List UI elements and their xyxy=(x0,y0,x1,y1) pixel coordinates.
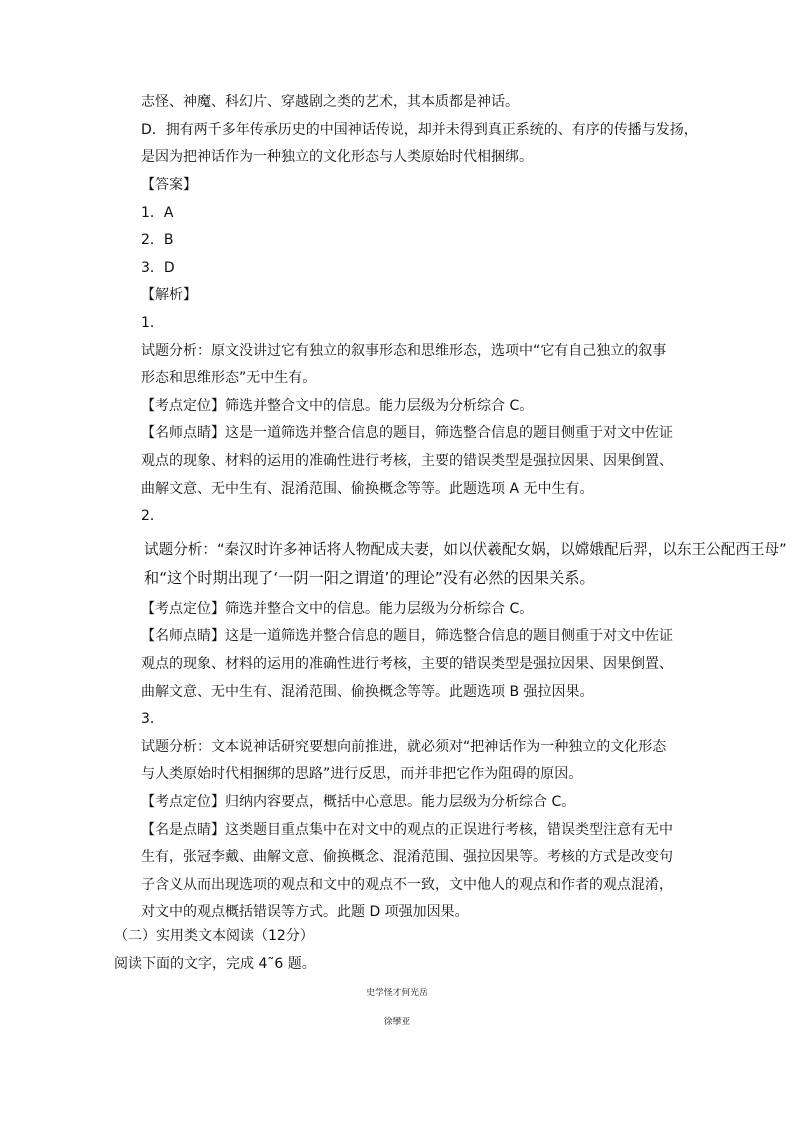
article-author: 徐孿亚 xyxy=(383,1017,411,1027)
analysis-text: 形态和思维形态”无中生有。 xyxy=(141,370,317,386)
key-point: 【考点定位】筛选并整合文中的信息。能力层级为分析综合 C。 xyxy=(141,601,534,617)
question-number: 3． xyxy=(141,711,164,727)
question-number: 1． xyxy=(141,315,164,331)
analysis-text: 试题分析：文本说神话研究要想向前推进，就必须对“把神话作为一种独立的文化形态 xyxy=(141,739,667,755)
answer-item: 2．B xyxy=(141,232,174,248)
option-d-line: D．拥有两千多年传承历史的中国神话传说，却并未得到真正系统的、有序的传播与发扬， xyxy=(141,122,698,138)
analysis-heading: 【解析】 xyxy=(141,287,197,303)
teacher-note: 【名师点睛】这是一道筛选并整合信息的题目，筛选整合信息的题目侧重于对文中佐证 xyxy=(141,425,673,441)
teacher-note: 对文中的观点概括错误等方式。此题 D 项强加因果。 xyxy=(141,904,469,920)
question-number: 2． xyxy=(141,508,164,524)
instruction-line: 阅读下面的文字，完成 4˜6 题。 xyxy=(114,956,316,972)
teacher-note: 【名是点睛】这类题目重点集中在对文中的观点的正误进行考核，错误类型注意有无中 xyxy=(141,822,673,838)
teacher-note: 观点的现象、材料的运用的准确性进行考核，主要的错误类型是强拉因果、因果倒置、 xyxy=(141,656,673,672)
analysis-text: 试题分析：原文没讲过它有独立的叙事形态和思维形态，选项中“它有自己独立的叙事 xyxy=(141,343,667,359)
section-heading: （二）实用类文本阅读（12分） xyxy=(114,928,314,944)
teacher-note: 曲解文意、无中生有、混淆范围、偷换概念等等。此题选项 B 强拉因果。 xyxy=(141,684,594,700)
teacher-note: 子含义从而出现选项的观点和文中的观点不一致，文中他人的观点和作者的观点混淆， xyxy=(141,877,673,893)
key-point: 【考点定位】筛选并整合文中的信息。能力层级为分析综合 C。 xyxy=(141,398,534,414)
passage-line: 志怪、神魔、科幻片、穿越剧之类的艺术，其本质都是神话。 xyxy=(141,94,519,110)
answer-heading: 【答案】 xyxy=(141,177,197,193)
option-d-line: 是因为把神话作为一种独立的文化形态与人类原始时代相捆绑。 xyxy=(141,149,533,165)
teacher-note: 生有，张冠李戴、曲解文意、偷换概念、混淆范围、强拉因果等。考核的方式是改变句 xyxy=(141,849,673,865)
teacher-note: 【名师点睛】这是一道筛选并整合信息的题目，筛选整合信息的题目侧重于对文中佐证 xyxy=(141,628,673,644)
analysis-text: 与人类原始时代相捆绑的思路”进行反思，而并非把它作为阻碍的原因。 xyxy=(141,766,583,782)
analysis-text: 试题分析：“秦汉时许多神话将人物配成夫妻，如以伏羲配女娲，以嫦娥配后羿，以东王公配西王母” xyxy=(144,541,787,558)
answer-item: 1．A xyxy=(141,205,174,221)
article-title: 史学怪才何光岳 xyxy=(366,988,428,998)
teacher-note: 观点的现象、材料的运用的准确性进行考核，主要的错误类型是强拉因果、因果倒置、 xyxy=(141,453,673,469)
analysis-text: 和“这个时期出现了‘一阴一阳之谓道’的理论”没有必然的因果关系。 xyxy=(144,569,595,587)
key-point: 【考点定位】归纳内容要点，概括中心意思。能力层级为分析综合 C。 xyxy=(141,794,576,810)
teacher-note: 曲解文意、无中生有、混淆范围、偷换概念等等。此题选项 A 无中生有。 xyxy=(141,481,594,497)
answer-item: 3．D xyxy=(141,260,175,276)
